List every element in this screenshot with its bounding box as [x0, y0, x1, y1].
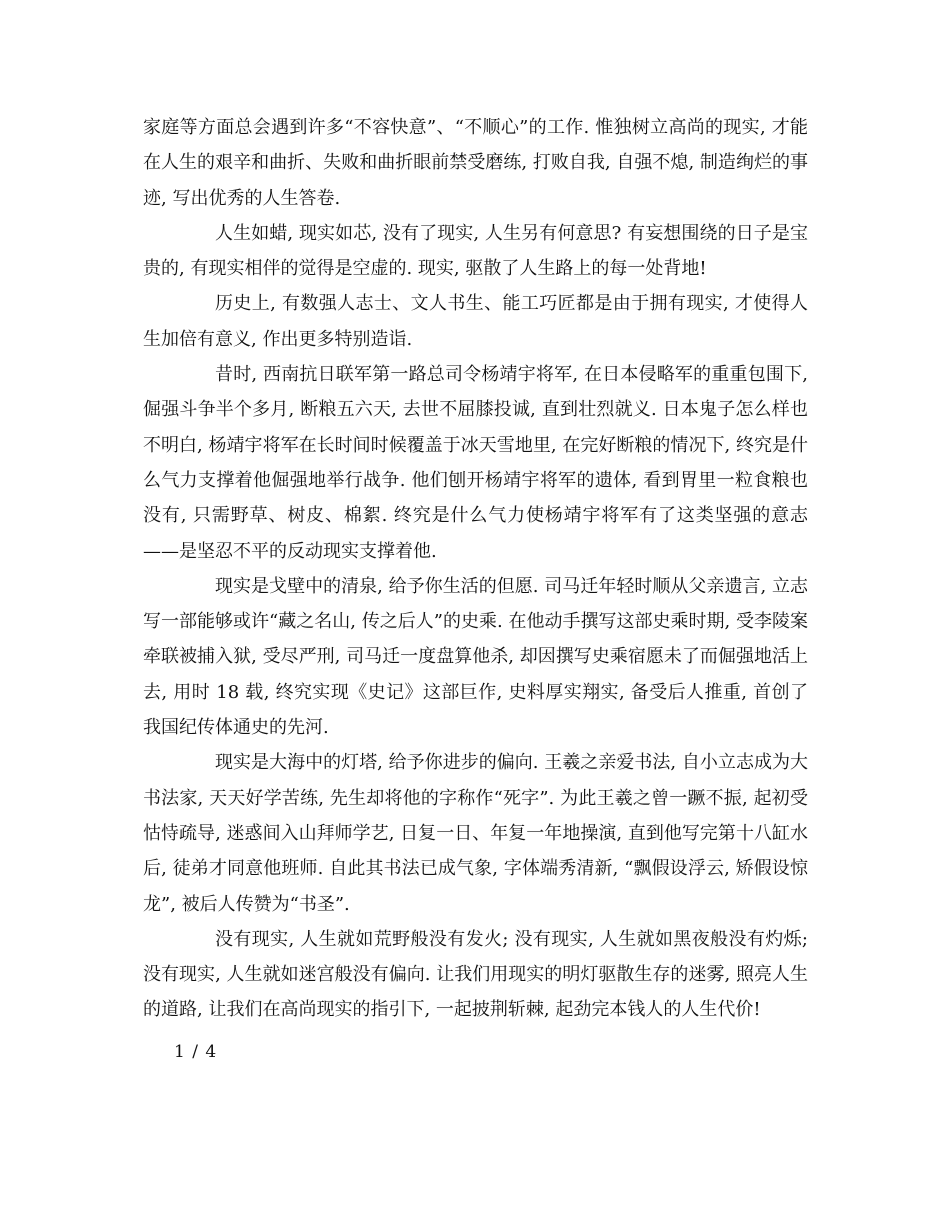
paragraph-4: 昔时, 西南抗日联军第一路总司令杨靖宇将军, 在日本侵略军的重重包围下, 倔强斗争半个多月, 断粮五六天, 去世不屈膝投诚, 直到壮烈就义. 日本鬼子怎么样也不明白, 杨靖宇将军在长时间时候覆盖于冰天雪地里, 在完好断粮的情况下, 终究是什么气力支撑着他倔强地举行战争. 他们刨开杨靖宇将军的遗体, 看到胃里一粒食粮也没有, 只需野草、树皮、棉絮. 终究是什么气力使杨靖宇将军有了这类坚强的意志——是坚忍不平的反动现实支撑着他. [143, 364, 808, 562]
page-number: 1 / 4 [174, 1042, 218, 1062]
paragraph-1: 家庭等方面总会遇到许多“不容快意”、“不顺心”的工作. 惟独树立高尚的现实, 才能在人生的艰辛和曲折、失败和曲折眼前禁受磨练, 打败自我, 自强不熄, 制造绚烂的事迹, 写出优秀的人生答卷. [143, 117, 808, 209]
paragraph-6: 现实是大海中的灯塔, 给予你进步的偏向. 王羲之亲爱书法, 自小立志成为大书法家, 天天好学苦练, 先生却将他的字称作“死字”. 为此王羲之曾一蹶不振, 起初受怙恃疏导, 迷惑间入山拜师学艺, 日复一日、年复一年地操演, 直到他写完第十八缸水后, 徒弟才同意他班师. 自此其书法已成气象, 字体端秀清新, “飘假设浮云, 矫假设惊龙”, 被后人传赞为“书圣”. [143, 752, 808, 915]
paragraph-5: 现实是戈壁中的清泉, 给予你生活的但愿. 司马迁年轻时顺从父亲遗言, 立志写一部能够或许“藏之名山, 传之后人”的史乘. 在他动手撰写这部史乘时期, 受李陵案牵联被捕入狱, 受尽严刑, 司马迁一度盘算他杀, 却因撰写史乘宿愿未了而倔强地活上去, 用时 18 载, 终究实现《史记》这部巨作, 史料厚实翔实, 备受后人推重, 首创了我国纪传体通史的先河. [143, 575, 808, 739]
paragraph-3: 历史上, 有数强人志士、文人书生、能工巧匠都是由于拥有现实, 才使得人生加倍有意义, 作出更多特别造诣. [143, 293, 808, 350]
document-body [143, 110, 808, 1028]
paragraph-7: 没有现实, 人生就如荒野般没有发火; 没有现实, 人生就如黑夜般没有灼烁; 没有现实, 人生就如迷宫般没有偏向. 让我们用现实的明灯驱散生存的迷雾, 照亮人生的道路, 让我们在高尚现实的指引下, 一起披荆斩棘, 起劲完本钱人的人生代价! [143, 928, 808, 1021]
paragraph-2: 人生如蜡, 现实如芯, 没有了现实, 人生另有何意思? 有妄想围绕的日子是宝贵的, 有现实相伴的觉得是空虚的. 现实, 驱散了人生路上的每一处背地! [143, 222, 808, 280]
